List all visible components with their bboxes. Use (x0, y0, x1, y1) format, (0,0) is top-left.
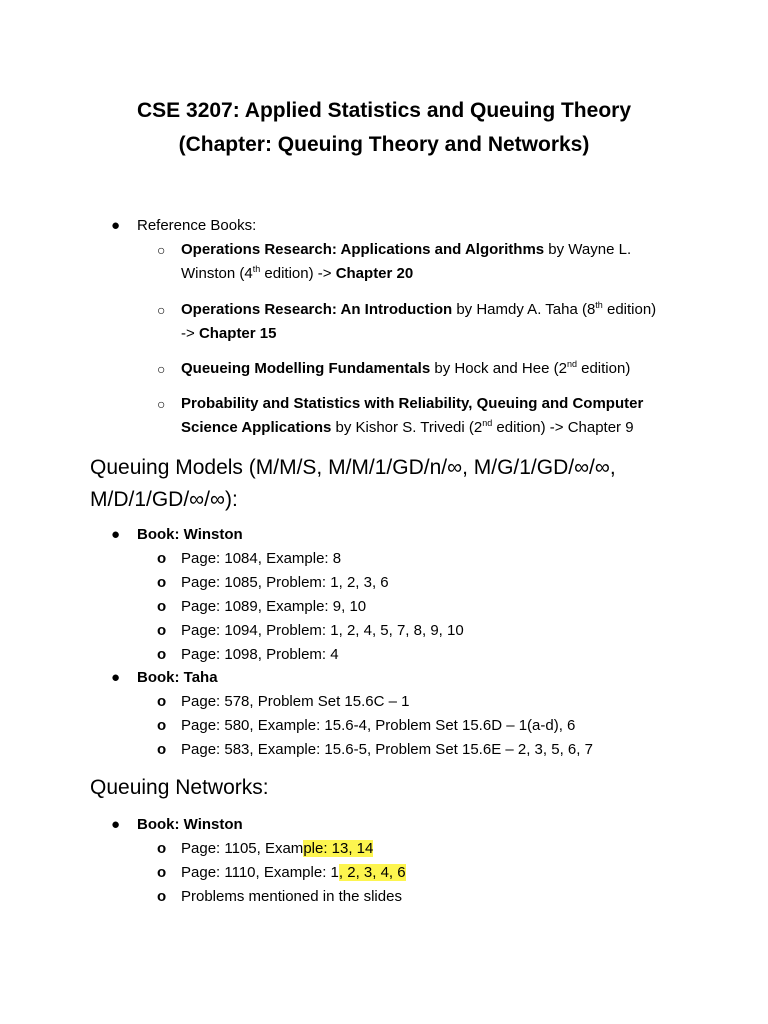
list-item: Page: 1110, Example: 1, 2, 3, 4, 6 (181, 864, 406, 881)
list-item: Page: 1094, Problem: 1, 2, 4, 5, 7, 8, 9, 10 (181, 622, 464, 639)
book-winston-label: Book: Winston (137, 526, 243, 543)
reference-book-4: Probability and Statistics with Reliability, Queuing and Computer (181, 395, 644, 412)
reference-book-2: Operations Research: An Introduction by Hamdy A. Taha (8th edition) (181, 300, 657, 318)
document-title-line-2: (Chapter: Queuing Theory and Networks) (178, 133, 590, 156)
bullet-circle: ○ (157, 361, 166, 377)
bullet-circle: ○ (157, 302, 166, 318)
list-item: Page: 1098, Problem: 4 (181, 646, 339, 663)
bullet-o: o (157, 550, 167, 567)
bullet-dot: ● (111, 669, 121, 686)
list-item: Page: 583, Example: 15.6-5, Problem Set 15.6E – 2, 3, 5, 6, 7 (181, 741, 593, 758)
queuing-models-heading-line-1: Queuing Models (M/M/S, M/M/1/GD/n/∞, M/G/1/GD/∞/∞, (90, 456, 616, 479)
book-taha-label: Book: Taha (137, 669, 218, 686)
list-item: Page: 1085, Problem: 1, 2, 3, 6 (181, 574, 389, 591)
bullet-o: o (157, 888, 167, 905)
reference-book-2-cont: -> Chapter 15 (181, 325, 277, 342)
reference-book-1-cont: Winston (4th edition) -> Chapter 20 (181, 264, 414, 282)
bullet-o: o (157, 574, 167, 591)
bullet-dot: ● (111, 816, 121, 833)
document-title-line-1: CSE 3207: Applied Statistics and Queuing Theory (137, 99, 631, 122)
bullet-circle: ○ (157, 396, 166, 412)
queuing-networks-heading: Queuing Networks: (90, 776, 269, 799)
bullet-o: o (157, 717, 167, 734)
queuing-models-heading-line-2: M/D/1/GD/∞/∞): (90, 488, 238, 511)
reference-book-1: Operations Research: Applications and Algorithms by Wayne L. (181, 241, 632, 258)
bullet-o: o (157, 840, 167, 857)
bullet-dot: ● (111, 526, 121, 543)
bullet-o: o (157, 598, 167, 615)
list-item: Page: 1105, Example: 13, 14 (181, 840, 374, 857)
list-item: Page: 580, Example: 15.6-4, Problem Set 15.6D – 1(a-d), 6 (181, 717, 576, 734)
bullet-o: o (157, 741, 167, 758)
list-item: Page: 1084, Example: 8 (181, 550, 342, 567)
list-item: Page: 578, Problem Set 15.6C – 1 (181, 693, 410, 710)
highlighted-text: , 2, 3, 4, 6 (338, 864, 406, 881)
book-winston-label: Book: Winston (137, 816, 243, 833)
list-item: Problems mentioned in the slides (181, 888, 402, 905)
list-item: Page: 1089, Example: 9, 10 (181, 598, 367, 615)
reference-book-3: Queueing Modelling Fundamentals by Hock and Hee (2nd edition) (181, 359, 631, 377)
reference-book-4-cont: Science Applications by Kishor S. Trivedi (2nd edition) -> Chapter 9 (181, 418, 634, 436)
bullet-circle: ○ (157, 242, 166, 258)
bullet-dot: ● (111, 217, 121, 234)
bullet-o: o (157, 693, 167, 710)
bullet-o: o (157, 864, 167, 881)
reference-books-label: Reference Books: (137, 217, 257, 234)
highlighted-text: ple: 13, 14 (303, 840, 374, 857)
bullet-o: o (157, 622, 167, 639)
bullet-o: o (157, 646, 167, 663)
